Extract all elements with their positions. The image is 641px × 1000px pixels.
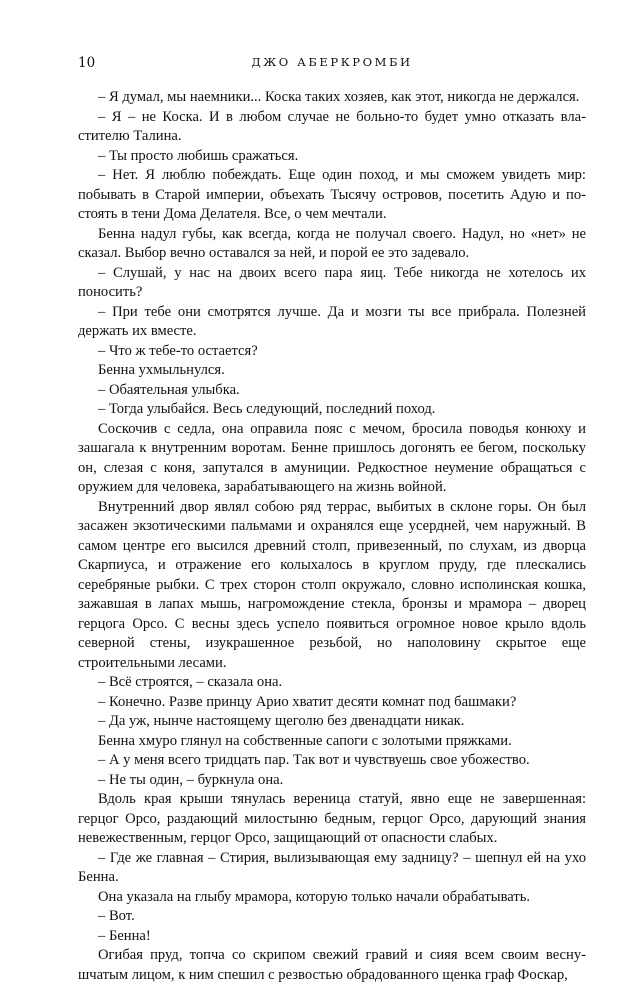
paragraph: Огибая пруд, топча со скрипом свежий гравий и сияя всем своим веснушчатым лицом, к ним спешил с резвостью обрадованного щенка граф Фоскар,	[78, 947, 586, 983]
paragraph: – Обаятельная улыбка.	[98, 381, 240, 398]
paragraph: – Тогда улыбайся. Весь следующий, последний поход.	[98, 401, 436, 417]
paragraph: – Я думал, мы наемники... Коска таких хозяев, как этот, никогда не держался.	[98, 89, 580, 105]
paragraph: Бенна хмуро глянул на собственные сапоги с золотыми пряжками.	[98, 732, 512, 749]
paragraph: – Ты просто любишь сражаться.	[98, 147, 299, 164]
paragraph: – Конечно. Разве принцу Арио хватит десяти комнат под башмаки?	[98, 693, 517, 710]
paragraph: – Нет. Я люблю побеждать. Еще один поход, и мы сможем увидеть мир: побывать в Старой империи, объехать Тысячу островов, посетить Адую и постоять в тени Дома Делателя. Все, о чем мечтали.	[78, 167, 586, 222]
running-title: ДЖО АБЕРКРОМБИ	[251, 55, 413, 69]
paragraph: – При тебе они смотрятся лучше. Да и мозги ты все прибрала. Полезней держать их вместе.	[78, 303, 586, 339]
paragraph: Соскочив с седла, она оправила пояс с мечом, бросила поводья конюху и зашагала к внутренним воротам. Бенне пришлось догонять ее бегом, поскольку он, слезая с коня, запутался в амуниции. Редкостное неумение обращаться с оружием для человека, зарабатывающего на жизнь войной.	[78, 420, 586, 495]
paragraph: Бенна ухмыльнулся.	[98, 362, 225, 378]
paragraph: – А у меня всего тридцать пар. Так вот и чувствуешь свое убожество.	[98, 752, 530, 768]
text-body	[78, 88, 586, 985]
page-number: 10	[78, 55, 96, 71]
paragraph: – Где же главная – Стирия, вылизывающая ему задницу? – шепнул ей на ухо Бенна.	[78, 849, 586, 885]
paragraph: Она указала на глыбу мрамора, которую только начали обрабатывать.	[98, 888, 531, 905]
paragraph: – Да уж, нынче настоящему щеголю без двенадцати никак.	[98, 713, 465, 729]
paragraph: – Всё строятся, – сказала она.	[98, 674, 283, 690]
paragraph: – Я – не Коска. И в любом случае не больно-то будет умно отказать властителю Талина.	[78, 108, 586, 144]
paragraph: Бенна надул губы, как всегда, когда не получал своего. Надул, но «нет» не сказал. Выбор вечно оставался за ней, и порой ее это задевало.	[78, 225, 586, 261]
page-header	[78, 55, 586, 75]
paragraph: – Слушай, у нас на двоих всего пара яиц. Тебе никогда не хотелось их поносить?	[78, 264, 586, 300]
paragraph: – Бенна!	[98, 927, 151, 944]
paragraph: Вдоль края крыши тянулась вереница статуй, явно еще не завершенная: герцог Орсо, раздающий милостыню бедным, герцог Орсо, дарующий знания невежественным, герцог Орсо, защищающий от опасности слабых.	[78, 791, 586, 846]
paragraph: – Вот.	[98, 908, 135, 924]
paragraph: – Не ты один, – буркнула она.	[98, 771, 284, 788]
paragraph: Внутренний двор являл собою ряд террас, выбитых в склоне горы. Он был засажен экзотическими пальмами и охранялся еще усердней, чем наружный. В самом центре его высился древний столп, привезенный, по слухам, из дворца Скарпиуса, и отражение его колыхалось в круглом пруду, где плескались серебряные рыбки. С трех сторон столп окружало, словно исполинская кошка, зажавшая в лапах мышь, нагромождение стекла, бронзы и мрамора – дворец герцога Орсо. С весны здесь успело появиться огромное новое крыло вдоль северной стены, изукрашенное резьбой, но наполовину скрытое еще строительными лесами.	[78, 498, 586, 671]
paragraph: – Что ж тебе-то остается?	[98, 342, 258, 359]
